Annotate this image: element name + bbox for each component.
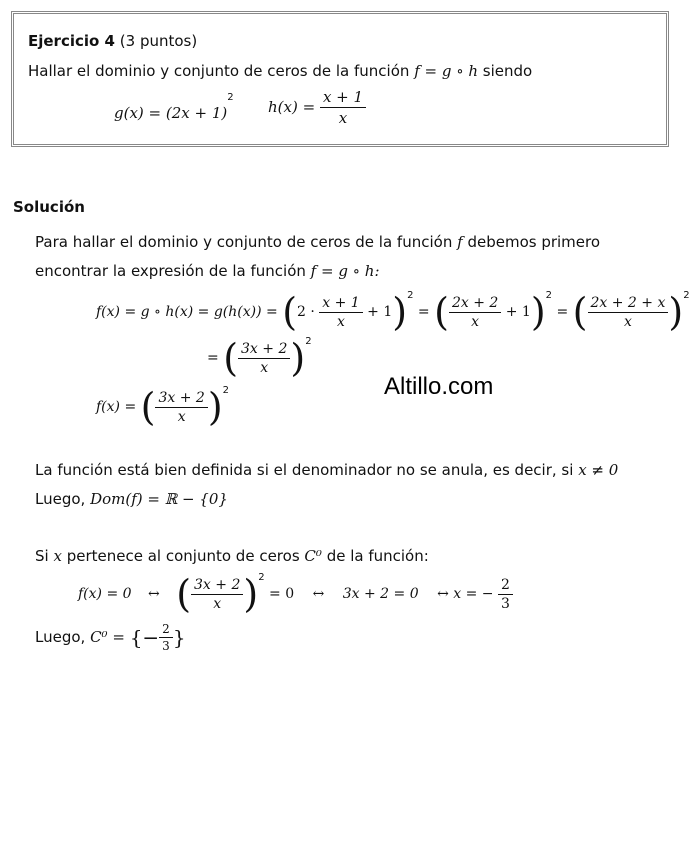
exp: 2 <box>683 290 690 301</box>
close-paren: ) <box>392 290 408 334</box>
p5-den: 3 <box>162 639 170 653</box>
p1-text: Para hallar el dominio y conjunto de ceros de la función <box>35 233 453 251</box>
open-paren: ( <box>176 572 192 616</box>
eq1-a-den: x <box>337 313 345 330</box>
p1b-text: encontrar la expresión de la función <box>35 262 306 280</box>
eq1-b-post: + 1 <box>505 304 531 320</box>
g-definition <box>114 92 234 122</box>
statement-text: Hallar el dominio y conjunto de ceros de la función <box>28 62 410 80</box>
h-fraction <box>320 88 366 127</box>
exercise-header <box>28 32 197 50</box>
z-sol-num: 2 <box>498 577 513 595</box>
eq1-b-num: 2x + 2 <box>449 295 501 313</box>
h-denominator: x <box>338 109 348 127</box>
exp: 2 <box>305 336 312 347</box>
p4-var: x <box>53 547 62 565</box>
h-definition <box>268 88 366 127</box>
z-solution: ↔ x = − <box>437 586 494 602</box>
close-paren: ) <box>290 336 306 380</box>
close-paren: ) <box>668 290 684 334</box>
iff-symbol: ↔ <box>312 586 325 602</box>
equation-result <box>96 385 230 429</box>
z-sol-fraction <box>498 577 513 612</box>
p4-a: Si <box>35 547 49 565</box>
p4-c: de la función: <box>326 547 429 565</box>
equation-composition <box>96 290 690 334</box>
exp: 2 <box>222 385 230 396</box>
fx-den: x <box>177 408 186 425</box>
p3-pre: Luego, <box>35 490 86 508</box>
eq1-c-den: x <box>623 313 632 330</box>
watermark-logo: Altillo.com <box>384 373 494 400</box>
z-fraction <box>191 577 243 612</box>
exp: 2 <box>545 290 553 301</box>
eq-sign: = <box>417 304 430 320</box>
fx-fraction <box>155 390 207 425</box>
exp: 2 <box>258 572 265 583</box>
p2-cond: x ≠ 0 <box>578 461 619 479</box>
p5-close: } <box>172 625 186 650</box>
eq-sign: = <box>207 350 219 366</box>
close-paren: ) <box>207 385 223 429</box>
eq2-fraction <box>238 341 290 376</box>
paragraph-zeros-result <box>35 622 186 653</box>
equation-zeros <box>78 572 513 616</box>
paragraph-domain <box>35 461 618 479</box>
eq1-a-pre: 2 · <box>297 304 315 320</box>
eq1-b-den: x <box>471 313 480 330</box>
g-expr: g(x) = (2x + 1) <box>114 104 228 122</box>
exercise-title: Ejercicio 4 <box>28 32 115 50</box>
z-linear: 3x + 2 = 0 <box>342 586 419 602</box>
p1b-expr: f = g ∘ h: <box>310 262 380 280</box>
h-numerator: x + 1 <box>320 88 366 108</box>
open-paren: ( <box>434 290 449 334</box>
close-paren: ) <box>530 290 546 334</box>
z-mid-rhs: = 0 <box>269 586 295 602</box>
p4-b: pertenece al conjunto de ceros <box>66 547 300 565</box>
paragraph-intro-line2 <box>35 262 380 280</box>
open-paren: ( <box>572 290 588 334</box>
p1-end: debemos primero <box>467 233 601 251</box>
close-paren: ) <box>243 572 259 616</box>
g-exponent: 2 <box>227 92 234 103</box>
eq-sign: = <box>556 304 569 320</box>
eq1-a-fraction <box>319 295 362 330</box>
exercise-statement <box>28 62 532 80</box>
paragraph-domain-result <box>35 490 228 508</box>
p5-pre: Luego, <box>35 628 86 646</box>
z-lhs: f(x) = 0 <box>78 586 132 602</box>
p5-open: {− <box>129 625 160 650</box>
open-paren: ( <box>282 290 298 334</box>
eq1-b-fraction <box>449 295 501 330</box>
eq1-c-num: 2x + 2 + x <box>588 295 669 313</box>
eq1-a-post: + 1 <box>367 304 393 320</box>
p5-fraction <box>159 622 173 653</box>
statement-f-def: f = g ∘ h <box>414 62 479 80</box>
z-sol-den: 3 <box>500 595 510 612</box>
open-paren: ( <box>140 385 156 429</box>
exp: 2 <box>407 290 414 301</box>
h-lhs: h(x) = <box>268 98 316 116</box>
exercise-points: (3 puntos) <box>119 32 198 50</box>
p5-num: 2 <box>159 622 173 638</box>
paragraph-zeros <box>35 547 429 565</box>
eq2-den: x <box>260 359 269 376</box>
p2-text: La función está bien definida si el denominador no se anula, es decir, si <box>35 461 574 479</box>
eq1-lhs: f(x) = g ∘ h(x) = g(h(x)) = <box>96 304 278 320</box>
fx-lhs: f(x) = <box>96 399 137 415</box>
eq1-a-num: x + 1 <box>319 295 362 313</box>
p5-set: C⁰ = <box>90 628 125 646</box>
solution-heading: Solución <box>13 198 85 216</box>
p3-expr: Dom(f) = ℝ − {0} <box>90 490 228 508</box>
z-den: x <box>213 595 222 612</box>
statement-end: siendo <box>482 62 533 80</box>
eq2-num: 3x + 2 <box>238 341 290 359</box>
exercise-box <box>11 11 669 147</box>
iff-symbol: ↔ <box>148 586 160 602</box>
eq1-c-fraction <box>588 295 669 330</box>
open-paren: ( <box>223 336 239 380</box>
p1-var: f <box>457 233 463 251</box>
paragraph-intro-line1 <box>35 233 650 251</box>
equation-simplified <box>207 336 312 380</box>
z-num: 3x + 2 <box>191 577 243 595</box>
p4-set: C⁰ <box>304 547 322 565</box>
fx-num: 3x + 2 <box>155 390 207 408</box>
